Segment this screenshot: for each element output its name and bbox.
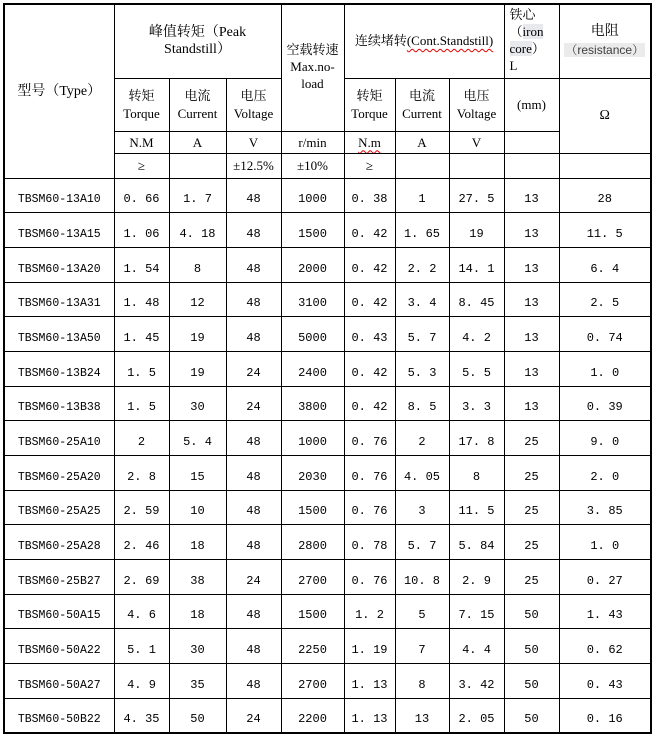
value-cell: 1. 13 — [344, 664, 395, 699]
value-cell: 1. 45 — [114, 317, 169, 352]
iron-core-length: L — [509, 58, 518, 74]
speed-tolerance: ±10% — [281, 153, 344, 178]
iron-core-en-1: iron — [522, 24, 544, 40]
header-peak-current: 电流 Current — [169, 78, 226, 131]
unit-volt-peak: V — [226, 131, 281, 153]
model-cell: TBSM60-13A15 — [4, 213, 114, 248]
iron-core-paren-open: （ — [509, 24, 523, 40]
table-row — [4, 698, 651, 733]
value-cell: 11. 5 — [449, 490, 504, 525]
value-cell: 38 — [169, 560, 226, 595]
value-cell: 1500 — [281, 490, 344, 525]
value-cell: 4. 18 — [169, 213, 226, 248]
table-row — [4, 629, 651, 664]
unit-volt-cont: V — [449, 131, 504, 153]
value-cell: 0. 42 — [344, 282, 395, 317]
value-cell: 48 — [226, 525, 281, 560]
table-row — [4, 490, 651, 525]
value-cell: 5. 7 — [395, 317, 449, 352]
value-cell: 10 — [169, 490, 226, 525]
value-cell: 24 — [226, 386, 281, 421]
table-header — [4, 4, 651, 178]
value-cell: 13 — [504, 317, 559, 352]
header-model-type: 型号（Type） — [4, 4, 114, 178]
value-cell: 2000 — [281, 247, 344, 282]
model-cell: TBSM60-50B22 — [4, 698, 114, 733]
value-cell: 3800 — [281, 386, 344, 421]
value-cell: 14. 1 — [449, 247, 504, 282]
value-cell: 1. 5 — [114, 351, 169, 386]
value-cell: 11. 5 — [559, 213, 651, 248]
table-row — [4, 525, 651, 560]
value-cell: 48 — [226, 594, 281, 629]
header-max-no-load: 空载转速 Max.no-load — [281, 4, 344, 131]
value-cell: 1. 06 — [114, 213, 169, 248]
value-cell: 4. 05 — [395, 456, 449, 491]
model-cell: TBSM60-50A15 — [4, 594, 114, 629]
header-iron-core — [504, 4, 559, 78]
value-cell: 1. 5 — [114, 386, 169, 421]
value-cell: 0. 39 — [559, 386, 651, 421]
value-cell: 5. 5 — [449, 351, 504, 386]
value-cell: 48 — [226, 456, 281, 491]
unit-amp-cont: A — [395, 131, 449, 153]
value-cell: 0. 76 — [344, 490, 395, 525]
value-cell: 50 — [169, 698, 226, 733]
table-row — [4, 282, 651, 317]
value-cell: 3. 4 — [395, 282, 449, 317]
table-row — [4, 456, 651, 491]
table-row — [4, 351, 651, 386]
value-cell: 48 — [226, 490, 281, 525]
table-row — [4, 664, 651, 699]
spec-table-container — [3, 3, 652, 734]
value-cell: 28 — [559, 178, 651, 213]
value-cell: 1. 48 — [114, 282, 169, 317]
empty-cell — [504, 131, 559, 153]
header-peak-standstill-group: 峰值转矩（Peak Standstill） — [114, 4, 281, 78]
value-cell: 13 — [395, 698, 449, 733]
value-cell: 48 — [226, 317, 281, 352]
header-cont-current: 电流 Current — [395, 78, 449, 131]
value-cell: 2. 0 — [559, 456, 651, 491]
value-cell: 4. 35 — [114, 698, 169, 733]
value-cell: 25 — [504, 525, 559, 560]
value-cell: 2800 — [281, 525, 344, 560]
value-cell: 25 — [504, 421, 559, 456]
header-peak-voltage: 电压 Voltage — [226, 78, 281, 131]
empty-cell — [395, 153, 449, 178]
value-cell: 2200 — [281, 698, 344, 733]
value-cell: 1000 — [281, 421, 344, 456]
header-resistance — [559, 4, 651, 78]
value-cell: 2030 — [281, 456, 344, 491]
value-cell: 48 — [226, 664, 281, 699]
table-body — [4, 178, 651, 733]
value-cell: 3. 42 — [449, 664, 504, 699]
value-cell: 13 — [504, 351, 559, 386]
value-cell: 24 — [226, 698, 281, 733]
table-row — [4, 386, 651, 421]
empty-cell — [559, 153, 651, 178]
header-cont-torque: 转矩 Torque — [344, 78, 395, 131]
value-cell: 8. 45 — [449, 282, 504, 317]
value-cell: 25 — [504, 560, 559, 595]
value-cell: 17. 8 — [449, 421, 504, 456]
value-cell: 25 — [504, 490, 559, 525]
value-cell: 24 — [226, 351, 281, 386]
empty-cell — [504, 153, 559, 178]
value-cell: 5. 3 — [395, 351, 449, 386]
unit-amp-peak: A — [169, 131, 226, 153]
value-cell: 50 — [504, 698, 559, 733]
value-cell: 2700 — [281, 664, 344, 699]
model-cell: TBSM60-50A27 — [4, 664, 114, 699]
table-row — [4, 594, 651, 629]
table-row — [4, 213, 651, 248]
value-cell: 4. 2 — [449, 317, 504, 352]
header-cont-voltage: 电压 Voltage — [449, 78, 504, 131]
value-cell: 35 — [169, 664, 226, 699]
value-cell: 2. 9 — [449, 560, 504, 595]
value-cell: 13 — [504, 213, 559, 248]
value-cell: 9. 0 — [559, 421, 651, 456]
value-cell: 0. 43 — [559, 664, 651, 699]
model-cell: TBSM60-13B38 — [4, 386, 114, 421]
value-cell: 2700 — [281, 560, 344, 595]
value-cell: 1500 — [281, 594, 344, 629]
value-cell: 19 — [169, 317, 226, 352]
value-cell: 1 — [395, 178, 449, 213]
value-cell: 0. 74 — [559, 317, 651, 352]
value-cell: 5. 1 — [114, 629, 169, 664]
value-cell: 25 — [504, 456, 559, 491]
value-cell: 1. 0 — [559, 351, 651, 386]
value-cell: 2. 05 — [449, 698, 504, 733]
value-cell: 2. 5 — [559, 282, 651, 317]
value-cell: 0. 78 — [344, 525, 395, 560]
value-cell: 30 — [169, 386, 226, 421]
value-cell: 0. 42 — [344, 351, 395, 386]
value-cell: 13 — [504, 247, 559, 282]
value-cell: 0. 27 — [559, 560, 651, 595]
value-cell: 0. 76 — [344, 560, 395, 595]
header-peak-torque: 转矩 Torque — [114, 78, 169, 131]
value-cell: 4. 6 — [114, 594, 169, 629]
table-row — [4, 247, 651, 282]
value-cell: 2400 — [281, 351, 344, 386]
iron-core-paren-close: ） — [531, 41, 545, 57]
value-cell: 30 — [169, 629, 226, 664]
model-cell: TBSM60-13B24 — [4, 351, 114, 386]
model-cell: TBSM60-13A10 — [4, 178, 114, 213]
value-cell: 0. 76 — [344, 456, 395, 491]
value-cell: 4. 9 — [114, 664, 169, 699]
resistance-label-cn: 电阻 — [590, 23, 619, 39]
model-cell: TBSM60-13A50 — [4, 317, 114, 352]
value-cell: 50 — [504, 594, 559, 629]
value-cell: 3100 — [281, 282, 344, 317]
geq-peak-torque: ≥ — [114, 153, 169, 178]
model-cell: TBSM60-25B27 — [4, 560, 114, 595]
empty-cell — [169, 153, 226, 178]
unit-nm-cont-label: N.m — [358, 134, 381, 150]
value-cell: 1. 54 — [114, 247, 169, 282]
value-cell: 10. 8 — [395, 560, 449, 595]
value-cell: 48 — [226, 282, 281, 317]
value-cell: 0. 42 — [344, 386, 395, 421]
value-cell: 4. 4 — [449, 629, 504, 664]
value-cell: 1. 43 — [559, 594, 651, 629]
unit-nm-cont — [344, 131, 395, 153]
value-cell: 0. 76 — [344, 421, 395, 456]
value-cell: 2250 — [281, 629, 344, 664]
value-cell: 24 — [226, 560, 281, 595]
value-cell: 3. 3 — [449, 386, 504, 421]
value-cell: 5 — [395, 594, 449, 629]
value-cell: 0. 38 — [344, 178, 395, 213]
header-unit-mm: (mm) — [504, 78, 559, 131]
value-cell: 18 — [169, 525, 226, 560]
value-cell: 12 — [169, 282, 226, 317]
motor-spec-table — [3, 3, 652, 734]
value-cell: 48 — [226, 213, 281, 248]
model-cell: TBSM60-25A20 — [4, 456, 114, 491]
value-cell: 1. 0 — [559, 525, 651, 560]
value-cell: 5000 — [281, 317, 344, 352]
value-cell: 7 — [395, 629, 449, 664]
value-cell: 19 — [169, 351, 226, 386]
cont-group-label-en: (Cont.Standstill) — [406, 33, 494, 49]
value-cell: 2 — [395, 421, 449, 456]
iron-core-en-2: core — [509, 41, 532, 57]
value-cell: 2. 59 — [114, 490, 169, 525]
value-cell: 3 — [395, 490, 449, 525]
model-cell: TBSM60-25A25 — [4, 490, 114, 525]
value-cell: 7. 15 — [449, 594, 504, 629]
value-cell: 6. 4 — [559, 247, 651, 282]
value-cell: 1. 65 — [395, 213, 449, 248]
value-cell: 13 — [504, 178, 559, 213]
value-cell: 1. 19 — [344, 629, 395, 664]
value-cell: 15 — [169, 456, 226, 491]
value-cell: 2. 8 — [114, 456, 169, 491]
resistance-label-en: （resistance） — [565, 43, 645, 58]
value-cell: 19 — [449, 213, 504, 248]
value-cell: 1. 7 — [169, 178, 226, 213]
value-cell: 50 — [504, 629, 559, 664]
value-cell: 1000 — [281, 178, 344, 213]
value-cell: 13 — [504, 386, 559, 421]
value-cell: 5. 84 — [449, 525, 504, 560]
value-cell: 2. 46 — [114, 525, 169, 560]
table-row — [4, 317, 651, 352]
value-cell: 0. 62 — [559, 629, 651, 664]
unit-rpm: r/min — [281, 131, 344, 153]
value-cell: 5. 4 — [169, 421, 226, 456]
value-cell: 8 — [449, 456, 504, 491]
header-unit-ohm: Ω — [559, 78, 651, 153]
voltage-tolerance: ±12.5% — [226, 153, 281, 178]
header-row-groups — [4, 4, 651, 78]
value-cell: 5. 7 — [395, 525, 449, 560]
table-row — [4, 421, 651, 456]
model-cell: TBSM60-13A20 — [4, 247, 114, 282]
value-cell: 27. 5 — [449, 178, 504, 213]
value-cell: 1. 2 — [344, 594, 395, 629]
value-cell: 2 — [114, 421, 169, 456]
table-row — [4, 178, 651, 213]
value-cell: 0. 42 — [344, 213, 395, 248]
header-cont-standstill-group — [344, 4, 504, 78]
value-cell: 48 — [226, 629, 281, 664]
value-cell: 8 — [169, 247, 226, 282]
model-cell: TBSM60-25A10 — [4, 421, 114, 456]
value-cell: 0. 16 — [559, 698, 651, 733]
table-row — [4, 560, 651, 595]
value-cell: 0. 66 — [114, 178, 169, 213]
value-cell: 0. 43 — [344, 317, 395, 352]
value-cell: 50 — [504, 664, 559, 699]
value-cell: 48 — [226, 421, 281, 456]
value-cell: 1. 13 — [344, 698, 395, 733]
value-cell: 2. 2 — [395, 247, 449, 282]
geq-cont-torque: ≥ — [344, 153, 395, 178]
value-cell: 8 — [395, 664, 449, 699]
value-cell: 0. 42 — [344, 247, 395, 282]
value-cell: 8. 5 — [395, 386, 449, 421]
value-cell: 48 — [226, 247, 281, 282]
model-cell: TBSM60-13A31 — [4, 282, 114, 317]
value-cell: 18 — [169, 594, 226, 629]
value-cell: 3. 85 — [559, 490, 651, 525]
cont-group-label-cn: 连续堵转 — [354, 33, 407, 49]
value-cell: 13 — [504, 282, 559, 317]
model-cell: TBSM60-25A28 — [4, 525, 114, 560]
model-cell: TBSM60-50A22 — [4, 629, 114, 664]
empty-cell — [449, 153, 504, 178]
value-cell: 1500 — [281, 213, 344, 248]
unit-nm-peak: N.M — [114, 131, 169, 153]
value-cell: 48 — [226, 178, 281, 213]
value-cell: 2. 69 — [114, 560, 169, 595]
iron-core-cn: 铁心 — [509, 7, 536, 23]
